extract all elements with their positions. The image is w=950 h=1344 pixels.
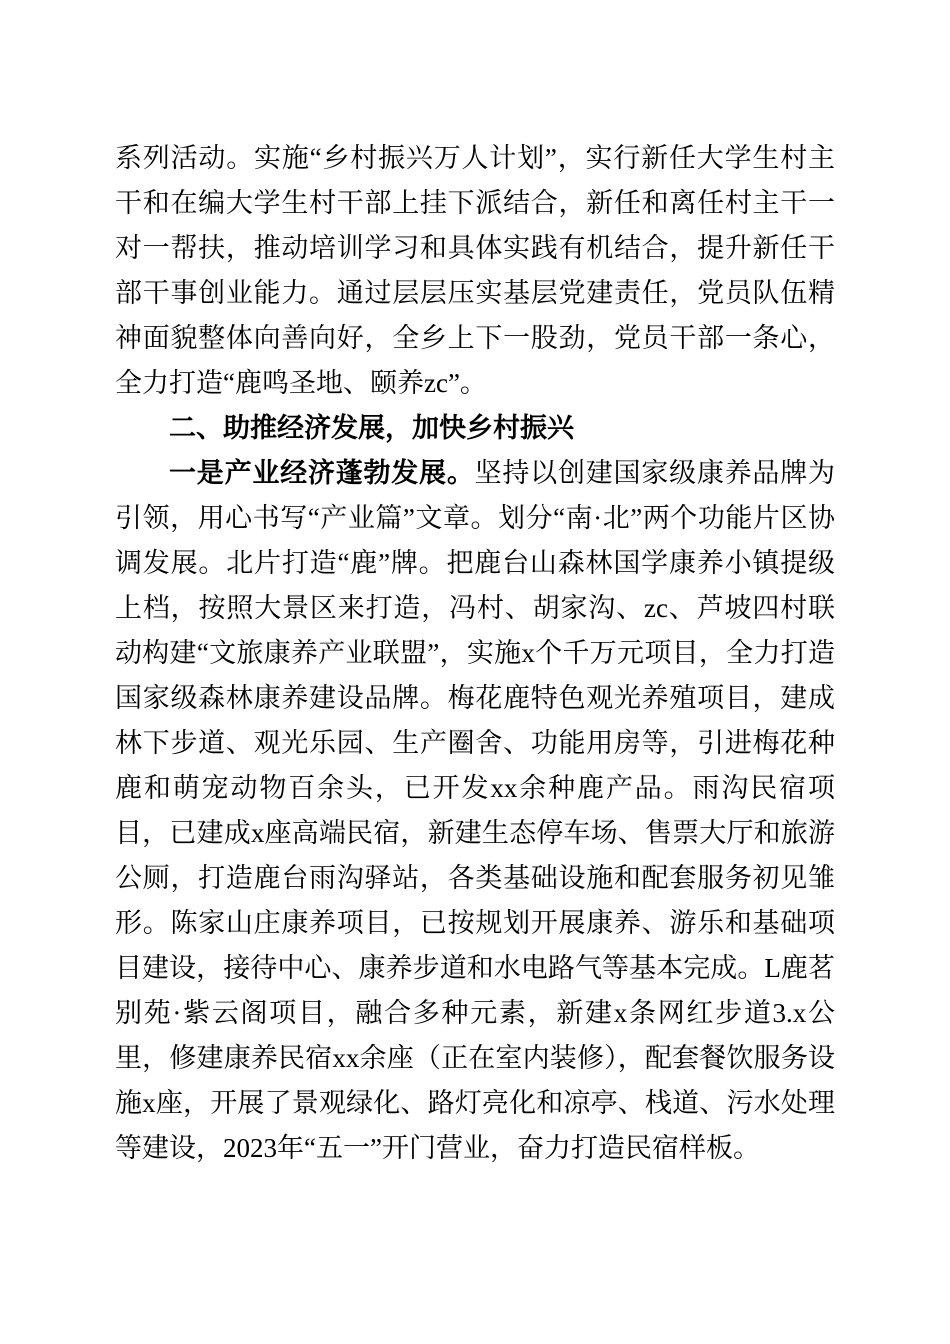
section-heading: 二、助推经济发展，加快乡村振兴 <box>169 413 574 443</box>
paragraph-industry-body: 坚持以创建国家级康养品牌为引领，用心书写“产业篇”文章。划分“南·北”两个功能片区协调发展。北片打造“鹿”牌。把鹿台山森林国学康养小镇提级上档，按照大景区来打造，冯村、胡家沟、zc、芦坡四村联动构建“文旅康养产业联盟”，实施x个千万元项目，全力打造国家级森林康养建设品牌。梅花鹿特色观光养殖项目，建成林下步道、观光乐园、生产圈舍、功能用房等，引进梅花种鹿和萌宠动物百余头，已开发xx余种鹿产品。雨沟民宿项目，已建成x座高端民宿，新建生态停车场、售票大厅和旅游公厕，打造鹿台雨沟驿站，各类基础设施和配套服务初见雏形。陈家山庄康养项目，已按规划开展康养、游乐和基础项目建设，接待中心、康养步道和水电路气等基本完成。L鹿茗别苑·紫云阁项目，融合多种元素，新建x条网红步道3.x公里，修建康养民宿xx余座（正在室内装修），配套餐饮服务设施x座，开展了景观绿化、路灯亮化和凉亭、栈道、污水处理等建设，2023年“五一”开门营业，奋力打造民宿样板。 <box>115 458 836 1163</box>
paragraph-industry-lead: 一是产业经济蓬勃发展。 <box>169 458 475 488</box>
paragraph-industry <box>115 451 835 1171</box>
paragraph-continuation: 系列活动。实施“乡村振兴万人计划”，实行新任大学生村主干和在编大学生村干部上挂下派结合，新任和离任村主干一对一帮扶，推动培训学习和具体实践有机结合，提升新任干部干事创业能力。通过层层压实基层党建责任，党员队伍精神面貌整体向善向好，全乡上下一股劲，党员干部一条心，全力打造“鹿鸣圣地、颐养zc”。 <box>115 143 835 398</box>
